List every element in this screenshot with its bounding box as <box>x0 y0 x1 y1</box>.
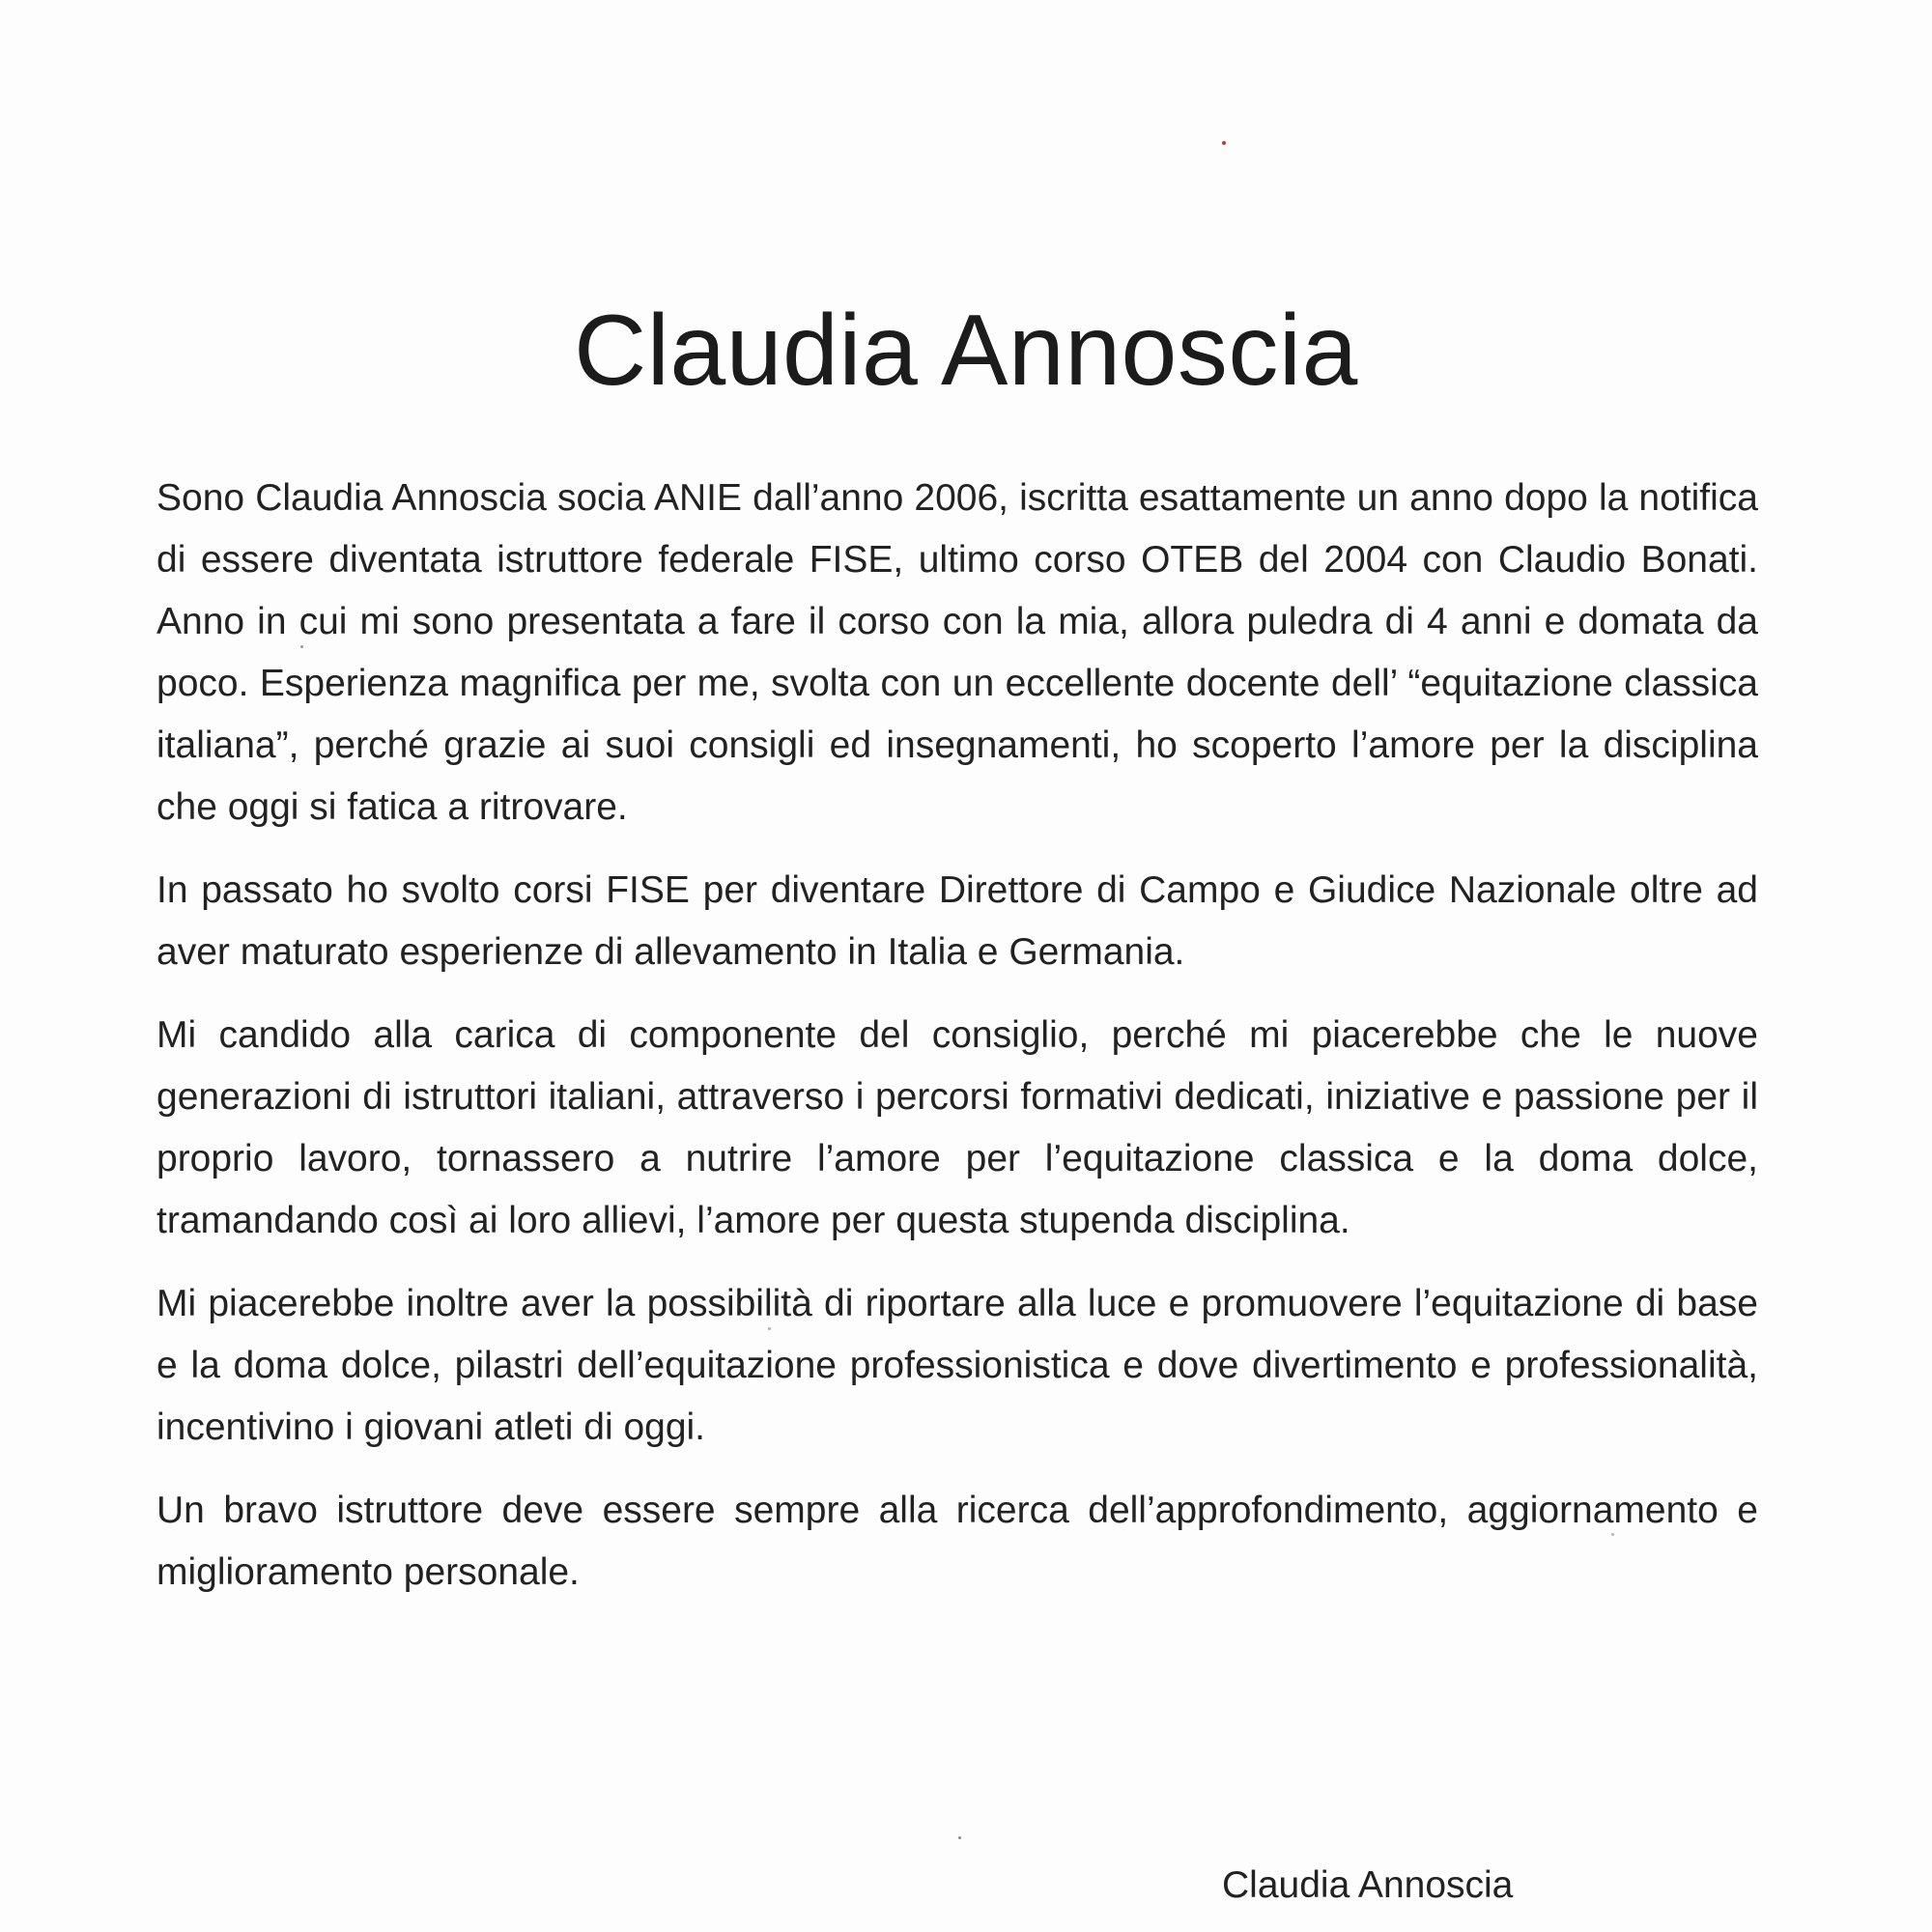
paragraph-experience: In passato ho svolto corsi FISE per diventare Direttore di Campo e Giudice Nazionale oltre ad aver maturato esperienze di allevamento in Italia e Germania. <box>156 869 1758 973</box>
paragraph-introduction: Sono Claudia Annoscia socia ANIE dall’anno 2006, iscritta esattamente un anno dopo la notifica di essere diventata istruttore federale FISE, ultimo corso OTEB del 2004 con Claudio Bonati. Anno in cui mi sono presentata a fare il corso con la mia, allora puledra di 4 anni e domata da poco. Esperienza magnifica per me, svolta con un eccellente docente dell’ “equitazione classica italiana”, perché grazie ai suoi consigli ed insegnamenti, ho scoperto l’amore per la disciplina che oggi si fatica a ritrovare. <box>156 477 1758 828</box>
letter-body <box>156 468 1758 1625</box>
paragraph-closing: Un bravo istruttore deve essere sempre alla ricerca dell’approfondimento, aggiornamento e miglioramento personale. <box>156 1490 1758 1593</box>
document-title: Claudia Annoscia <box>574 294 1358 407</box>
scan-speck <box>958 1836 961 1839</box>
paragraph-goals: Mi piacerebbe inoltre aver la possibilità di riportare alla luce e promuovere l’equitazione di base e la doma dolce, pilastri dell’equitazione professionistica e dove divertimento e professionalità, incentivino i giovani atleti di oggi. <box>156 1283 1758 1448</box>
signature-name: Claudia Annoscia <box>1222 1864 1514 1906</box>
paragraph-candidacy: Mi candido alla carica di componente del consiglio, perché mi piacerebbe che le nuove generazioni di istruttori italiani, attraverso i percorsi formativi dedicati, iniziative e passione per il proprio lavoro, tornassero a nutrire l’amore per l’equitazione classica e la doma dolce, tramandando così ai loro allievi, l’amore per questa stupenda disciplina. <box>156 1014 1758 1241</box>
scan-speck <box>1222 141 1226 145</box>
